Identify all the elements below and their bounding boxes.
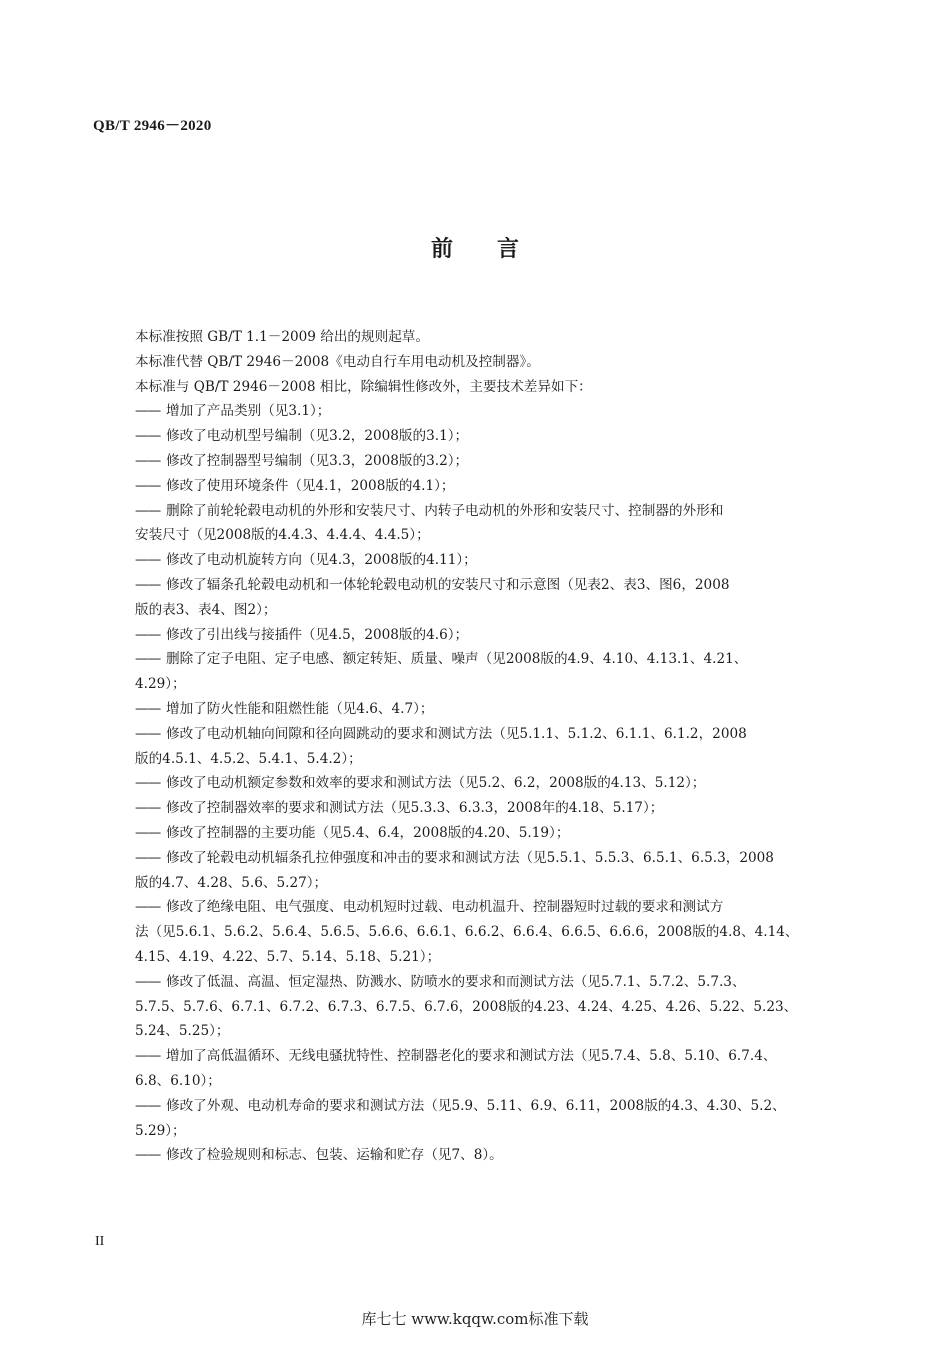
list-dash: ——: [135, 651, 161, 668]
list-dash: ——: [135, 428, 161, 445]
list-item: [135, 499, 850, 524]
list-item-text: 4.15、4.19、4.22、5.7、5.14、5.18、5.21）；: [135, 948, 441, 965]
intro-line-2: 本标准代替 QB/T 2946－2008《电动自行车用电动机及控制器》。: [135, 353, 540, 370]
intro-line-3: 本标准与 QB/T 2946－2008 相比，除编辑性修改外，主要技术差异如下：: [135, 378, 592, 395]
list-item-text: 修改了电动机型号编制（见3.2，2008版的3.1）；: [166, 428, 469, 445]
list-item: [135, 747, 850, 772]
list-dash: ——: [135, 973, 161, 990]
intro-line-1: 本标准按照 GB/T 1.1－2009 给出的规则起草。: [135, 329, 429, 345]
list-item-text: 法（见5.6.1、5.6.2、5.6.4、5.6.5、5.6.6、6.6.1、6.6.2、6.6.4、6.6.5、6.6.6，2008版的4.8、4.14、: [135, 924, 799, 941]
list-item-text: 修改了辐条孔轮毂电动机和一体轮轮毂电动机的安装尺寸和示意图（见表2、表3、图6，2008: [166, 576, 730, 593]
list-item: [135, 871, 850, 896]
list-dash: ——: [135, 576, 161, 593]
list-item: [135, 796, 850, 821]
list-item-text: 修改了轮毂电动机辐条孔拉伸强度和冲击的要求和测试方法（见5.5.1、5.5.3、6.5.1、6.5.3，2008: [166, 849, 774, 866]
list-item-text: 修改了检验规则和标志、包装、运输和贮存（见7、8）。: [166, 1147, 503, 1164]
list-dash: ——: [135, 725, 161, 742]
list-item-text: 修改了绝缘电阻、电气强度、电动机短时过载、电动机温升、控制器短时过载的要求和测试方: [166, 899, 724, 916]
list-dash: ——: [135, 1147, 161, 1164]
list-dash: ——: [135, 824, 161, 841]
foreword-body: [135, 325, 850, 1168]
list-dash: ——: [135, 775, 161, 792]
list-item: [135, 449, 850, 474]
list-item: [135, 995, 850, 1020]
list-dash: ——: [135, 849, 161, 866]
list-item-text: 6.8、6.10）；: [135, 1072, 221, 1089]
list-item: [135, 846, 850, 871]
list-dash: ——: [135, 1048, 161, 1065]
list-item: [135, 970, 850, 995]
list-item-text: 5.24、5.25）；: [135, 1023, 230, 1040]
site-watermark: 库七七 www.kqqw.com标准下载: [361, 1310, 589, 1328]
list-item-text: 删除了前轮轮毂电动机的外形和安装尺寸、内转子电动机的外形和安装尺寸、控制器的外形和: [166, 502, 724, 519]
list-item: [135, 573, 850, 598]
list-item: [135, 1094, 850, 1119]
list-item-text: 修改了控制器效率的要求和测试方法（见5.3.3、6.3.3，2008年的4.18、5.17）；: [166, 800, 664, 817]
list-item-text: 修改了电动机旋转方向（见4.3，2008版的4.11）；: [166, 552, 477, 569]
list-item: [135, 1044, 850, 1069]
list-item: [135, 1069, 850, 1094]
list-item-text: 增加了防火性能和阻燃性能（见4.6、4.7）；: [166, 700, 434, 717]
page-number: II: [95, 1234, 105, 1249]
standard-code: QB/T 2946－2020: [93, 118, 212, 134]
list-item: [135, 722, 850, 747]
list-dash: ——: [135, 700, 161, 717]
list-item-text: 修改了控制器型号编制（见3.3，2008版的3.2）；: [166, 452, 469, 469]
list-dash: ——: [135, 626, 161, 643]
list-item-text: 安装尺寸（见2008版的4.4.3、4.4.4、4.4.5）；: [135, 527, 430, 544]
list-item: [135, 424, 850, 449]
list-item-text: 5.7.5、5.7.6、6.7.1、6.7.2、6.7.3、6.7.5、6.7.6，2008版的4.23、4.24、4.25、4.26、5.22、5.23、: [135, 998, 798, 1015]
list-item-text: 修改了使用环境条件（见4.1，2008版的4.1）；: [166, 477, 455, 494]
list-item: [135, 920, 850, 945]
list-dash: ——: [135, 477, 161, 494]
list-item-text: 删除了定子电阻、定子电感、额定转矩、质量、噪声（见2008版的4.9、4.10、4.13.1、4.21、: [166, 651, 748, 668]
list-item-text: 修改了控制器的主要功能（见5.4、6.4，2008版的4.20、5.19）；: [166, 824, 570, 841]
list-item: [135, 598, 850, 623]
list-item: [135, 895, 850, 920]
list-item-text: 修改了外观、电动机寿命的要求和测试方法（见5.9、5.11、6.9、6.11，2008版的4.3、4.30、5.2、: [166, 1097, 786, 1114]
list-item: [135, 1143, 850, 1168]
list-item: [135, 1019, 850, 1044]
list-item-text: 增加了产品类别（见3.1）；: [166, 403, 331, 420]
list-item-text: 版的4.7、4.28、5.6、5.27）；: [135, 874, 328, 891]
page-title: 前言: [430, 237, 563, 262]
list-item-text: 版的4.5.1、4.5.2、5.4.1、5.4.2）；: [135, 750, 362, 767]
list-item: [135, 697, 850, 722]
list-item: [135, 548, 850, 573]
list-dash: ——: [135, 1097, 161, 1114]
list-dash: ——: [135, 552, 161, 569]
list-dash: ——: [135, 452, 161, 469]
list-item-text: 修改了引出线与接插件（见4.5，2008版的4.6）；: [166, 626, 469, 643]
list-item: [135, 1119, 850, 1144]
list-item: [135, 474, 850, 499]
list-item: [135, 523, 850, 548]
list-dash: ——: [135, 800, 161, 817]
list-item-text: 修改了电动机额定参数和效率的要求和测试方法（见5.2、6.2，2008版的4.13、5.12）；: [166, 775, 706, 792]
list-item-text: 修改了电动机轴向间隙和径向圆跳动的要求和测试方法（见5.1.1、5.1.2、6.1.1、6.1.2，2008: [166, 725, 747, 742]
list-item-text: 5.29）；: [135, 1122, 186, 1139]
list-item: [135, 945, 850, 970]
list-item: [135, 771, 850, 796]
list-dash: ——: [135, 502, 161, 519]
list-item: [135, 647, 850, 672]
list-item: [135, 821, 850, 846]
list-item-text: 版的表3、表4、图2）；: [135, 601, 277, 618]
list-item: [135, 399, 850, 424]
list-item: [135, 672, 850, 697]
list-item: [135, 623, 850, 648]
change-list: [135, 399, 850, 1168]
list-item-text: 增加了高低温循环、无线电骚扰特性、控制器老化的要求和测试方法（见5.7.4、5.8、5.10、6.7.4、: [166, 1048, 777, 1065]
list-dash: ——: [135, 899, 161, 916]
list-item-text: 4.29）；: [135, 676, 186, 693]
list-dash: ——: [135, 403, 161, 420]
list-item-text: 修改了低温、高温、恒定湿热、防溅水、防喷水的要求和而测试方法（见5.7.1、5.7.2、5.7.3、: [166, 973, 746, 990]
